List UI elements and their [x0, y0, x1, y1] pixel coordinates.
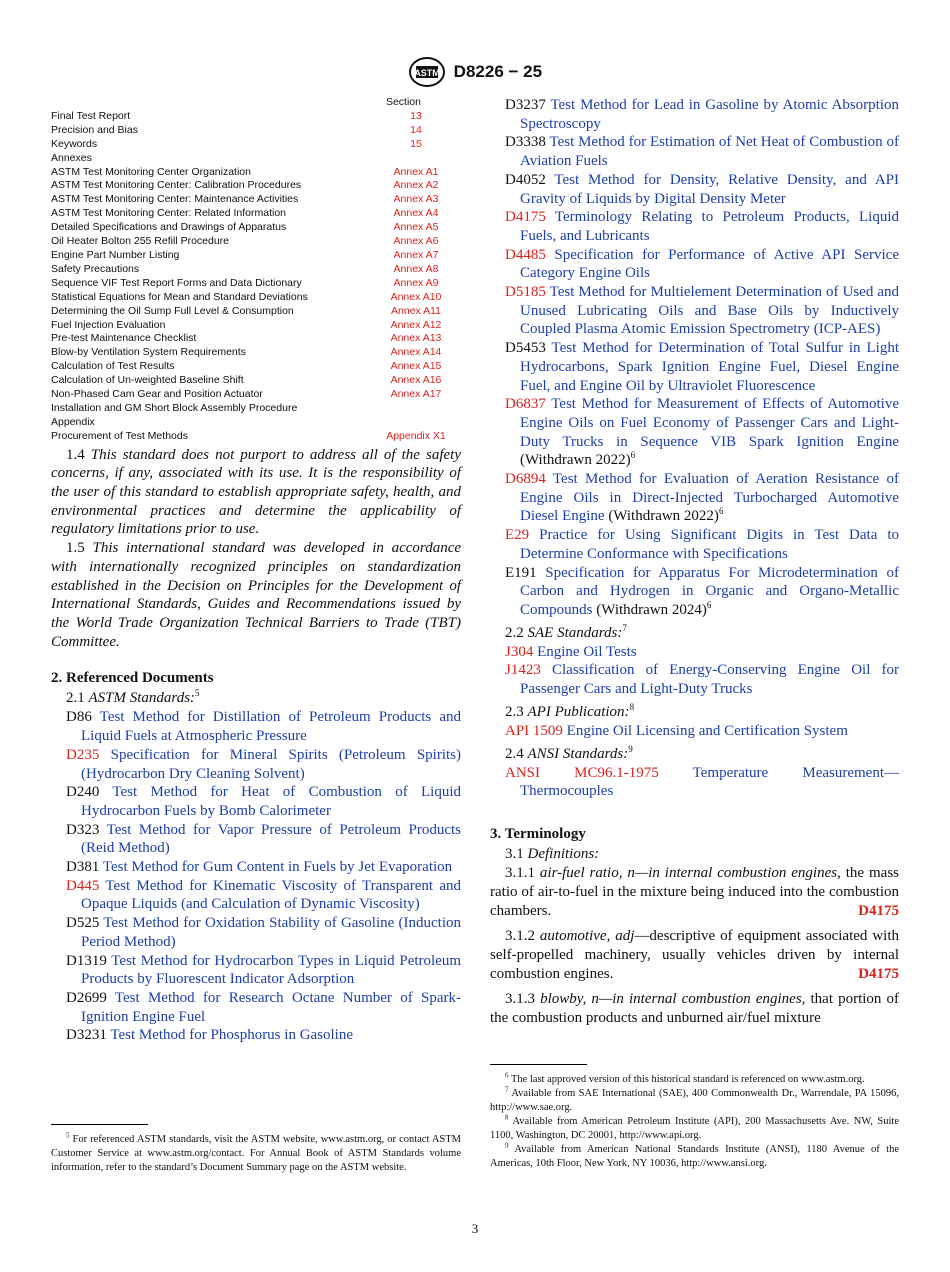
- footnote-number: 7: [505, 1085, 509, 1094]
- toc-section-link[interactable]: Annex A5: [393, 221, 439, 234]
- term-text: —descriptive of equipment associated with self-propelled machinery, usually vehicles driven by internal combustion engines.: [490, 927, 899, 982]
- footnote: [490, 1087, 899, 1115]
- footnote-number: 8: [505, 1113, 509, 1122]
- toc-section-link: [371, 402, 461, 416]
- reference-title-link[interactable]: Test Method for Density, Relative Density, and API Gravity of Liquids by Digital Density Meter: [520, 171, 899, 207]
- subsection-2-4: 2.4 ANSI Standards:$^9$: [505, 743, 633, 762]
- table-of-contents: [51, 96, 461, 444]
- reference-title-link[interactable]: Test Method for Multielement Determination of Used and Unused Lubricating Oils and Base Oils by Inductively Coupled Plasma Atomic Emission Spectrometry (ICP-AES): [520, 284, 899, 338]
- toc-section-link[interactable]: Annex A9: [393, 276, 439, 289]
- reference-item: [505, 643, 899, 662]
- footnote-number: 6: [505, 1071, 509, 1080]
- toc-section-link[interactable]: Annex A17: [390, 388, 442, 401]
- reference-item: [66, 821, 461, 858]
- footnote-rule: [51, 1124, 148, 1125]
- term-source-link[interactable]: D4175: [858, 965, 899, 982]
- reference-item: [505, 764, 899, 801]
- reference-item: [505, 661, 899, 698]
- reference-item: [505, 722, 899, 741]
- toc-label: Fuel Injection Evaluation: [51, 318, 166, 331]
- document-code: D8226 − 25: [453, 62, 543, 81]
- reference-code: D3338: [505, 134, 546, 151]
- toc-row: [51, 416, 461, 430]
- reference-code: E191: [505, 564, 537, 581]
- reference-title-link[interactable]: Classification of Energy-Conserving Engine Oil for Passenger Cars and Light-Duty Trucks: [520, 662, 900, 698]
- footnote-rule: [490, 1064, 587, 1065]
- toc-label: Pre-test Maintenance Checklist: [51, 332, 197, 345]
- toc-label: Oil Heater Bolton 255 Refill Procedure: [51, 235, 230, 248]
- toc-label: Calculation of Un-weighted Baseline Shift: [51, 374, 244, 387]
- toc-row: [51, 360, 461, 374]
- reference-item: [66, 1026, 461, 1045]
- reference-item: [66, 952, 461, 989]
- reference-title-link[interactable]: Terminology Relating to Petroleum Products, Liquid Fuels, and Lubricants: [520, 209, 899, 244]
- toc-label: ASTM Test Monitoring Center: Maintenance Activities: [51, 193, 299, 206]
- toc-section-link[interactable]: Annex A4: [393, 207, 439, 220]
- reference-title-link[interactable]: Test Method for Gum Content in Fuels by Jet Evaporation: [102, 859, 453, 876]
- reference-note: (Withdrawn 2024): [596, 601, 707, 618]
- toc-label: ASTM Test Monitoring Center: Related Information: [51, 207, 286, 220]
- svg-text:ASTM: ASTM: [414, 68, 440, 78]
- subsection-2-1: 2.1 ASTM Standards:$^5$: [66, 688, 200, 707]
- reference-item: [66, 914, 461, 951]
- section-3-title: 3. Terminology: [490, 825, 586, 842]
- toc-label: Sequence VIF Test Report Forms and Data Dictionary: [51, 276, 302, 289]
- toc-label: Blow-by Ventilation System Requirements: [51, 346, 246, 359]
- reference-item: [66, 877, 461, 914]
- reference-code: D86: [66, 709, 92, 726]
- term-number: 3.1.1: [505, 864, 535, 881]
- toc-label: Installation and GM Short Block Assembly Procedure: [51, 401, 298, 414]
- toc-label: Engine Part Number Listing: [51, 248, 180, 261]
- reference-title-link[interactable]: Test Method for Estimation of Net Heat of Combustion of Aviation Fuels: [520, 134, 900, 170]
- footnote: [490, 1073, 899, 1087]
- footnote-text: Available from American National Standards Institute (ANSI), 1180 Avenue of the Americas, 10th Floor, New York, NY 10036, http://www.ansi.org.: [490, 1144, 900, 1169]
- toc-label: Procurement of Test Methods: [51, 429, 188, 442]
- toc-row: [51, 221, 461, 235]
- reference-title-link[interactable]: Test Method for Evaluation of Aeration Resistance of Engine Oils in Direct-Injected Turbocharged Automotive Diesel Engine: [520, 471, 899, 525]
- reference-title-link[interactable]: Test Method for Measurement of Effects of Automotive Engine Oils on Fuel Economy of Passenger Cars and Light-Duty Trucks in Sequence VIB Spark Ignition Engine: [520, 396, 900, 450]
- reference-title-link[interactable]: Test Method for Hydrocarbon Types in Liquid Petroleum Products by Fluorescent Indicator Adsorption: [81, 952, 462, 988]
- reference-code: D525: [66, 915, 100, 932]
- reference-code[interactable]: D5185: [505, 284, 546, 301]
- term-text: , the mass ratio of air-to-fuel in the mixture being induced into the combustion chambers.: [490, 864, 899, 919]
- reference-title-link[interactable]: Practice for Using Significant Digits in Test Data to Determine Conformance with Specifications: [520, 527, 899, 562]
- toc-row: [51, 305, 461, 319]
- reference-note: (Withdrawn 2022): [608, 508, 719, 525]
- toc-section-link[interactable]: Annex A12: [390, 318, 442, 331]
- reference-code: D3237: [505, 97, 546, 113]
- toc-row: [51, 179, 461, 193]
- toc-row: [51, 138, 461, 152]
- subsection-3-1: 3.1 Definitions:: [505, 845, 600, 862]
- toc-section-link[interactable]: Annex A11: [390, 304, 441, 317]
- reference-title-link[interactable]: Specification for Performance of Active API Service Category Engine Oils: [520, 246, 899, 282]
- toc-row: [51, 166, 461, 180]
- paragraph-1-5: 1.5 This international standard was developed in accordance with internationally recognized principles on standardization established in the Decision on Principles for the Development of International Standards, Guides and Recommendations issued by the World Trade Organization Technical Barriers to Trade (TBT) Committee.: [51, 540, 462, 650]
- reference-item: [505, 171, 899, 208]
- toc-label: ASTM Test Monitoring Center Organization: [51, 165, 251, 178]
- reference-item: [505, 526, 899, 563]
- reference-item: [505, 283, 899, 339]
- term-name: blowby, n—in internal combustion engines: [540, 990, 802, 1007]
- toc-section-link[interactable]: Annex A6: [393, 235, 439, 248]
- toc-section-link[interactable]: Appendix X1: [386, 429, 446, 442]
- reference-title-link[interactable]: Specification for Apparatus For Microdetermination of Carbon and Hydrogen in Organic and Organo-Metallic Compounds: [520, 564, 900, 618]
- reference-title-link[interactable]: Temperature Measurement—Thermocouples: [520, 764, 899, 800]
- reference-item: [66, 708, 461, 745]
- footnote: [51, 1133, 461, 1175]
- reference-title-link[interactable]: Test Method for Determination of Total Sulfur in Light Hydrocarbons, Spark Ignition Engine Fuel, Diesel Engine Fuel, and Engine Oil by Ultraviolet Fluorescence: [520, 340, 899, 394]
- term-text: , that portion of the combustion products and unburned air/fuel mixture: [490, 990, 899, 1026]
- reference-code: D240: [66, 784, 100, 801]
- toc-section-link[interactable]: Annex A7: [393, 248, 439, 261]
- toc-label: Determining the Oil Sump Full Level & Consumption: [51, 304, 294, 317]
- toc-label: Appendix: [51, 415, 95, 428]
- toc-row: [51, 430, 461, 444]
- toc-label: Statistical Equations for Mean and Standard Deviations: [51, 290, 308, 303]
- reference-item: [505, 339, 899, 395]
- footnote-ref: 6: [630, 450, 636, 461]
- reference-code[interactable]: E29: [505, 527, 530, 544]
- reference-title-link[interactable]: Engine Oil Tests: [537, 643, 637, 660]
- reference-title-link[interactable]: Test Method for Research Octane Number of Spark-Ignition Engine Fuel: [81, 989, 461, 1025]
- paragraph-1-4: 1.4 This standard does not purport to address all of the safety concerns, if any, associated with its use. It is the responsibility of the user of this standard to establish appropriate safety, health, and environmental practices and determine the applicability of regulatory limitations prior to use.: [51, 446, 461, 538]
- term-source-link[interactable]: D4175: [858, 902, 899, 919]
- reference-item: [505, 208, 899, 245]
- reference-code: D2699: [66, 989, 107, 1006]
- section-2-title: 2. Referenced Documents: [51, 670, 214, 687]
- toc-label: Keywords: [51, 137, 98, 150]
- toc-section-link[interactable]: 14: [410, 123, 422, 136]
- reference-item: [505, 133, 899, 170]
- reference-code[interactable]: D4485: [505, 246, 546, 263]
- reference-code[interactable]: J1423: [505, 662, 541, 679]
- reference-code[interactable]: API 1509: [505, 722, 563, 739]
- term-number: 3.1.2: [505, 927, 535, 944]
- term-name: air-fuel ratio, n—in internal combustion engines: [539, 864, 838, 881]
- reference-title-link[interactable]: Engine Oil Licensing and Certification System: [566, 722, 848, 739]
- toc-section-link[interactable]: Annex A3: [393, 193, 439, 206]
- subsection-2-2: 2.2 SAE Standards:$^7$: [505, 622, 627, 641]
- toc-row: [51, 110, 461, 124]
- reference-code: D4052: [505, 171, 546, 188]
- reference-code[interactable]: D6894: [505, 471, 546, 488]
- reference-code[interactable]: D6837: [505, 396, 546, 413]
- term-definition: [490, 864, 899, 921]
- term-name: automotive, adj: [539, 927, 635, 944]
- toc-row: [51, 374, 461, 388]
- footnote-ref: 6: [718, 506, 724, 517]
- footnote-text: Available from SAE International (SAE), 400 Commonwealth Dr., Warrendale, PA 15096, http://www.sae.org.: [490, 1088, 899, 1113]
- toc-section-link[interactable]: Annex A10: [390, 290, 442, 303]
- toc-section-link[interactable]: 13: [410, 109, 422, 122]
- term-definition: [490, 990, 899, 1028]
- toc-row: [51, 319, 461, 333]
- toc-label: Precision and Bias: [51, 123, 138, 136]
- toc-row: [51, 124, 461, 138]
- toc-label: Safety Precautions: [51, 262, 140, 275]
- toc-row: [51, 277, 461, 291]
- reference-item: [66, 746, 461, 783]
- toc-section-link[interactable]: Annex A1: [393, 165, 439, 178]
- toc-row: [51, 207, 461, 221]
- reference-title-link[interactable]: Test Method for Vapor Pressure of Petroleum Products (Reid Method): [81, 821, 461, 857]
- reference-title-link[interactable]: Test Method for Lead in Gasoline by Atomic Absorption Spectroscopy: [520, 97, 900, 132]
- astm-logo-icon: [408, 56, 446, 88]
- right-column: [490, 96, 900, 1169]
- toc-section-link: [371, 416, 461, 430]
- toc-row: [51, 249, 461, 263]
- footnotes-right: [490, 1064, 899, 1171]
- toc-row: [51, 152, 461, 166]
- reference-code[interactable]: D4175: [505, 209, 546, 226]
- footnote-number: 5: [66, 1131, 70, 1140]
- footnote-text: Available from American Petroleum Institute (API), 200 Massachusetts Ave. NW, Suite 1100, Washington, DC 20001, http://www.api.org.: [490, 1116, 899, 1141]
- reference-title-link[interactable]: Test Method for Kinematic Viscosity of Transparent and Opaque Liquids (and Calculation of Dynamic Viscosity): [81, 877, 461, 913]
- footnote-ref: 6: [706, 599, 712, 610]
- footnote: [490, 1115, 899, 1143]
- toc-label: Calculation of Test Results: [51, 360, 175, 373]
- toc-label: Detailed Specifications and Drawings of Apparatus: [51, 221, 287, 234]
- page-header: [0, 56, 950, 88]
- toc-section-link[interactable]: 15: [410, 137, 422, 150]
- left-column: [51, 96, 462, 1173]
- reference-title-link[interactable]: Test Method for Oxidation Stability of Gasoline (Induction Period Method): [81, 915, 461, 950]
- reference-title-link[interactable]: Test Method for Distillation of Petroleum Products and Liquid Fuels at Atmospheric Pressure: [81, 709, 461, 745]
- toc-label: Final Test Report: [51, 109, 131, 122]
- toc-row: [51, 346, 461, 360]
- toc-section-link[interactable]: Annex A14: [390, 346, 442, 359]
- toc-section-link: [371, 152, 461, 166]
- toc-row: [51, 332, 461, 346]
- toc-row: [51, 402, 461, 416]
- reference-code[interactable]: D445: [66, 877, 100, 894]
- reference-code[interactable]: D235: [66, 746, 100, 763]
- footnote-number: 9: [505, 1141, 509, 1150]
- reference-item: [505, 564, 899, 620]
- footnote-text: The last approved version of this historical standard is referenced on www.astm.org.: [510, 1074, 865, 1085]
- reference-title-link[interactable]: Test Method for Phosphorus in Gasoline: [110, 1027, 354, 1044]
- reference-item: [505, 96, 899, 133]
- toc-column-header: Section: [385, 96, 421, 108]
- reference-code[interactable]: ANSI MC96.1-1975: [505, 764, 659, 781]
- toc-label: Annexes: [51, 151, 92, 164]
- toc-row: [51, 388, 461, 402]
- reference-item: [66, 989, 461, 1026]
- toc-row: [51, 193, 461, 207]
- toc-label: ASTM Test Monitoring Center: Calibration Procedures: [51, 179, 302, 192]
- toc-row: [51, 291, 461, 305]
- reference-code[interactable]: J304: [505, 643, 534, 660]
- term-definition: [490, 927, 899, 984]
- footnotes-left: [51, 1124, 461, 1175]
- reference-note: (Withdrawn 2022): [520, 452, 631, 469]
- reference-item: [505, 395, 899, 470]
- reference-item: [66, 858, 461, 877]
- term-number: 3.1.3: [505, 990, 535, 1007]
- reference-item: [66, 783, 461, 820]
- toc-row: [51, 263, 461, 277]
- reference-item: [505, 246, 899, 283]
- footnote: [490, 1143, 899, 1171]
- reference-title-link[interactable]: Specification for Mineral Spirits (Petroleum Spirits) (Hydrocarbon Dry Cleaning Solvent): [81, 746, 461, 782]
- reference-code: D323: [66, 821, 100, 838]
- subsection-2-3: 2.3 API Publication:$^8$: [505, 701, 635, 720]
- toc-section-link[interactable]: Annex A2: [393, 179, 439, 192]
- toc-row: [51, 235, 461, 249]
- footnote-text: For referenced ASTM standards, visit the ASTM website, www.astm.org, or contact ASTM Customer Service at www.astm.org/contact. For Annual Book of ASTM Standards volume information, refer to the standard’s Document Summary page on the ASTM website.: [51, 1134, 461, 1173]
- reference-item: [505, 470, 899, 526]
- reference-code: D1319: [66, 952, 107, 969]
- reference-code: D5453: [505, 340, 546, 357]
- reference-code: D3231: [66, 1027, 107, 1044]
- page-number: 3: [471, 1221, 479, 1236]
- toc-section-link[interactable]: Annex A8: [393, 262, 439, 275]
- toc-section-link[interactable]: Annex A15: [390, 360, 442, 373]
- toc-label: Non-Phased Cam Gear and Position Actuator: [51, 388, 263, 401]
- reference-title-link[interactable]: Test Method for Heat of Combustion of Liquid Hydrocarbon Fuels by Bomb Calorimeter: [81, 784, 461, 819]
- toc-section-link[interactable]: Annex A16: [390, 374, 442, 387]
- reference-code: D381: [66, 859, 100, 876]
- toc-section-link[interactable]: Annex A13: [390, 332, 442, 345]
